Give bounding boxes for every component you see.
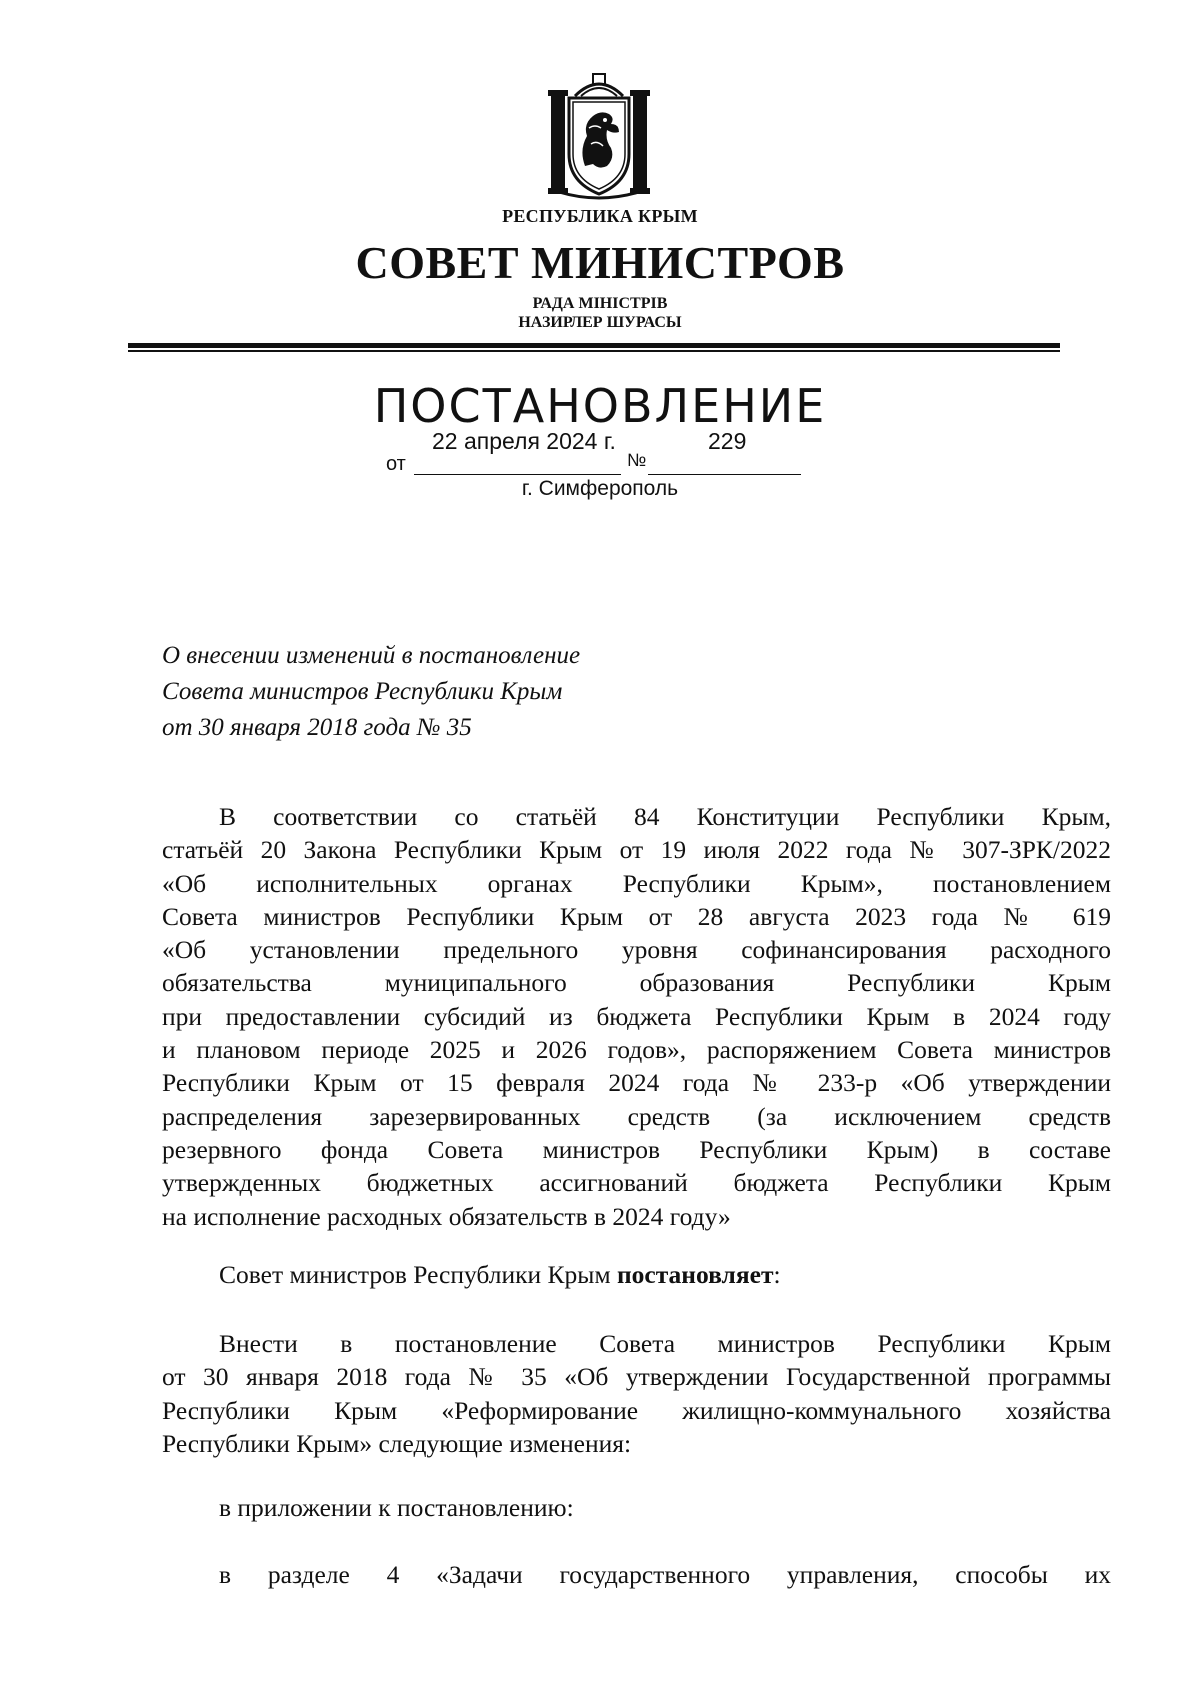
subject-line: от 30 января 2018 года № 35 [162, 714, 472, 741]
document-type: ПОСТАНОВЛЕНИЕ [373, 379, 827, 433]
city: г. Симферополь [521, 477, 679, 500]
preamble-line: распределения зарезервированных средств (за исключением средств [162, 1101, 1111, 1131]
coat-of-arms-icon [545, 70, 653, 200]
amendment-line: Республики Крым» следующие изменения: [162, 1428, 632, 1458]
resolves-prefix: Совет министров Республики Крым [219, 1260, 617, 1289]
amendment-line: Внести в постановление Совета министров Республики Крым [219, 1329, 1111, 1358]
preamble-line: Республики Крым от 15 февраля 2024 года № 233-р «Об утверждении [162, 1068, 1111, 1098]
preamble-line: на исполнение расходных обязательств в 2024 году» [162, 1201, 731, 1231]
preamble-line: «Об исполнительных органах Республики Крым», постановлением [162, 868, 1111, 898]
republic-name: РЕСПУБЛИКА КРЫМ [502, 206, 698, 226]
date-number-line [0, 428, 1200, 480]
preamble-line: обязательства муниципального образования Республики Крым [162, 968, 1111, 998]
preamble-line: Совета министров Республики Крым от 28 августа 2023 года № 619 [162, 901, 1111, 931]
header-divider-thin [128, 350, 1060, 352]
number-label: № [627, 450, 647, 470]
header-divider-thick [128, 343, 1060, 348]
resolves-word: постановляет [616, 1260, 774, 1289]
council-title-crimean-tatar: НАЗИРЛЕР ШУРАСЫ [518, 314, 682, 331]
amendment-line: Республики Крым «Реформирование жилищно-коммунального хозяйства [162, 1395, 1111, 1425]
preamble-paragraph [162, 800, 1111, 1233]
date-underline [414, 474, 621, 475]
subject-line: О внесении изменений в постановление [162, 642, 581, 669]
resolves-line [219, 1260, 781, 1290]
subject-line: Совета министров Республики Крым [162, 678, 563, 705]
preamble-line: В соответствии со статьёй 84 Конституции Республики Крым, [219, 802, 1111, 831]
council-title: СОВЕТ МИНИСТРОВ [355, 237, 845, 288]
annex-line: в приложении к постановлению: [219, 1493, 574, 1522]
amendment-line: от 30 января 2018 года № 35 «Об утверждении Государственной программы [162, 1362, 1111, 1392]
resolves-suffix: : [773, 1260, 781, 1289]
section-line: в разделе 4 «Задачи государственного управления, способы их [219, 1560, 1111, 1589]
preamble-line: и плановом периоде 2025 и 2026 годов», распоряжением Совета министров [162, 1035, 1111, 1065]
preamble-line: при предоставлении субсидий из бюджета Республики Крым в 2024 году [162, 1001, 1111, 1031]
amendment-paragraph [162, 1327, 1111, 1460]
decree-date: 22 апреля 2024 г. [432, 428, 616, 454]
preamble-line: статьёй 20 Закона Республики Крым от 19 июля 2022 года № 307-ЗРК/2022 [162, 835, 1111, 865]
preamble-line: «Об установлении предельного уровня софинансирования расходного [162, 935, 1111, 965]
decree-number: 229 [708, 428, 747, 454]
preamble-line: утвержденных бюджетных ассигнований бюджета Республики Крым [162, 1168, 1111, 1198]
number-underline [648, 474, 801, 475]
preamble-line: резервного фонда Совета министров Республики Крым) в составе [162, 1134, 1111, 1164]
from-label: от [386, 453, 406, 475]
council-title-ukrainian: РАДА МІНІСТРІВ [532, 295, 668, 312]
document-subject [162, 638, 580, 746]
